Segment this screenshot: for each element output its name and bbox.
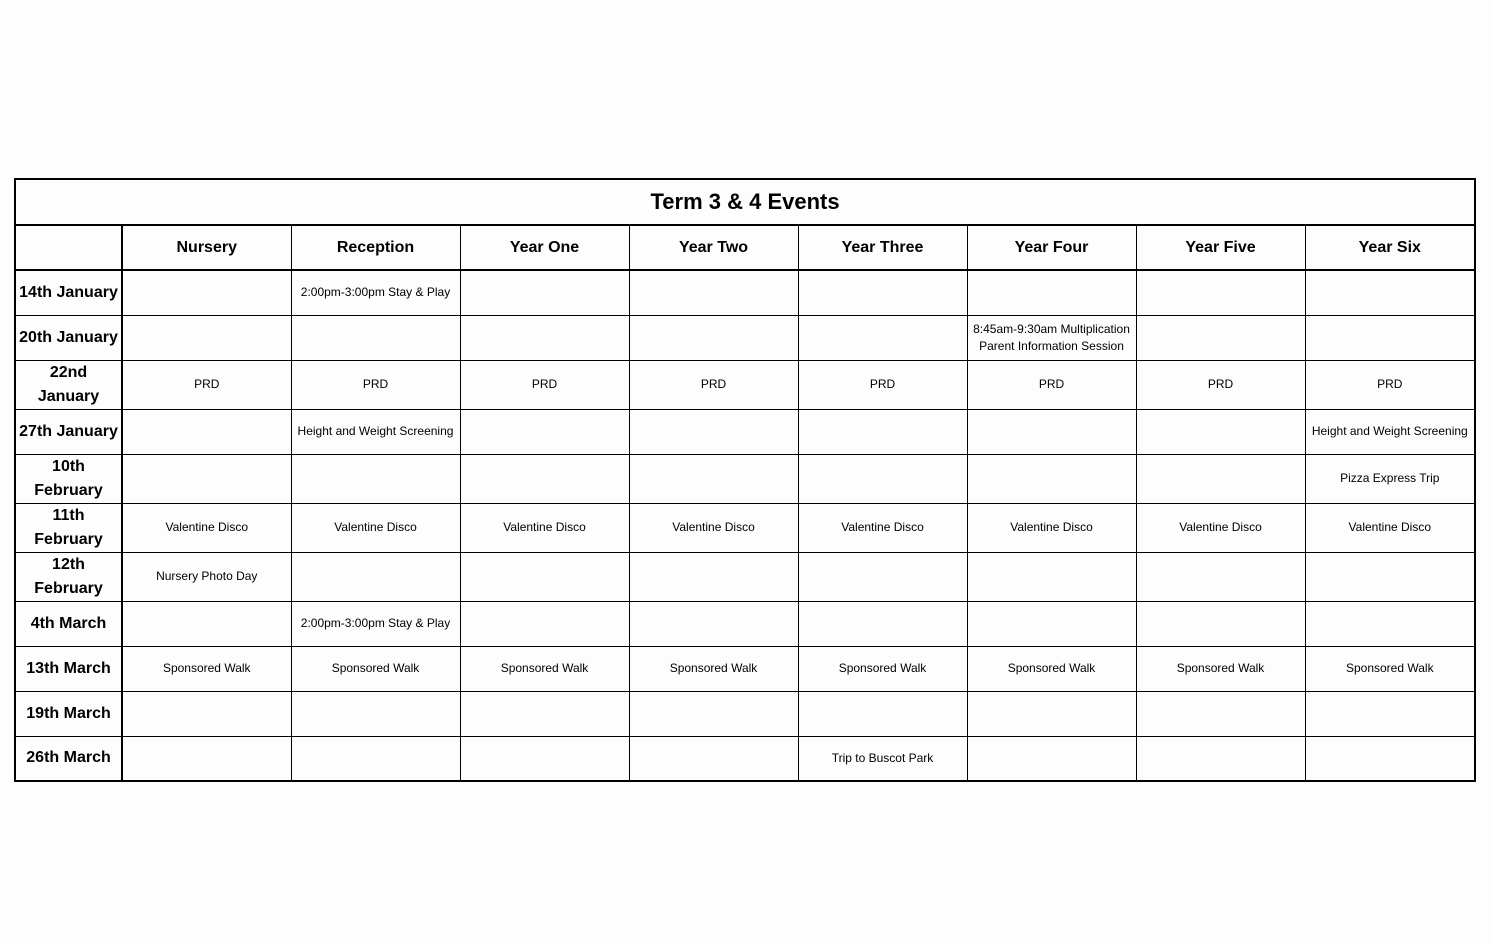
event-cell: PRD <box>798 360 967 409</box>
table-row <box>15 736 1475 781</box>
event-cell <box>798 454 967 503</box>
event-cell: Valentine Disco <box>798 503 967 552</box>
event-cell <box>967 454 1136 503</box>
table-row <box>15 503 1475 552</box>
event-cell <box>1136 270 1305 315</box>
event-cell: Height and Weight Screening <box>291 409 460 454</box>
event-cell <box>967 736 1136 781</box>
event-cell <box>291 315 460 360</box>
event-cell: Valentine Disco <box>122 503 291 552</box>
event-cell <box>629 315 798 360</box>
event-cell: Sponsored Walk <box>967 646 1136 691</box>
event-cell <box>291 691 460 736</box>
event-cell <box>798 601 967 646</box>
event-cell <box>460 409 629 454</box>
event-cell <box>122 736 291 781</box>
event-cell <box>1136 552 1305 601</box>
event-cell: Sponsored Walk <box>1136 646 1305 691</box>
event-cell: PRD <box>967 360 1136 409</box>
event-cell <box>1305 691 1475 736</box>
event-cell: PRD <box>629 360 798 409</box>
event-cell <box>798 315 967 360</box>
table-body <box>15 270 1475 781</box>
event-cell <box>629 736 798 781</box>
event-cell <box>629 601 798 646</box>
row-date: 22nd January <box>15 360 122 409</box>
event-cell <box>122 315 291 360</box>
event-cell <box>629 270 798 315</box>
corner-cell <box>15 225 122 270</box>
column-header: Nursery <box>122 225 291 270</box>
event-cell <box>122 454 291 503</box>
event-cell: Valentine Disco <box>1136 503 1305 552</box>
table-row <box>15 360 1475 409</box>
row-date: 10th February <box>15 454 122 503</box>
event-cell <box>967 552 1136 601</box>
event-cell: Valentine Disco <box>291 503 460 552</box>
column-header: Reception <box>291 225 460 270</box>
event-cell <box>798 409 967 454</box>
row-date: 11th February <box>15 503 122 552</box>
event-cell <box>291 552 460 601</box>
table-title: Term 3 & 4 Events <box>15 179 1475 225</box>
column-header: Year Three <box>798 225 967 270</box>
row-date: 27th January <box>15 409 122 454</box>
row-date: 26th March <box>15 736 122 781</box>
event-cell <box>460 315 629 360</box>
event-cell: 2:00pm-3:00pm Stay & Play <box>291 270 460 315</box>
event-cell <box>967 270 1136 315</box>
event-cell <box>460 691 629 736</box>
event-cell <box>1136 315 1305 360</box>
event-cell: 2:00pm-3:00pm Stay & Play <box>291 601 460 646</box>
column-header: Year Five <box>1136 225 1305 270</box>
event-cell <box>122 691 291 736</box>
event-cell: Pizza Express Trip <box>1305 454 1475 503</box>
column-header-row <box>15 225 1475 270</box>
table-row <box>15 646 1475 691</box>
column-header: Year One <box>460 225 629 270</box>
event-cell <box>460 601 629 646</box>
event-cell <box>122 409 291 454</box>
event-cell: Sponsored Walk <box>798 646 967 691</box>
row-date: 20th January <box>15 315 122 360</box>
event-cell <box>460 270 629 315</box>
event-cell <box>1136 601 1305 646</box>
event-cell <box>967 409 1136 454</box>
event-cell <box>798 691 967 736</box>
event-cell <box>629 409 798 454</box>
event-cell <box>629 552 798 601</box>
event-cell: Sponsored Walk <box>460 646 629 691</box>
event-cell <box>122 601 291 646</box>
event-cell <box>1305 601 1475 646</box>
event-cell: PRD <box>122 360 291 409</box>
event-cell: PRD <box>1305 360 1475 409</box>
event-cell: PRD <box>291 360 460 409</box>
event-cell: Sponsored Walk <box>629 646 798 691</box>
column-header: Year Two <box>629 225 798 270</box>
row-date: 14th January <box>15 270 122 315</box>
event-cell: 8:45am-9:30am Multiplication Parent Information Session <box>967 315 1136 360</box>
event-cell <box>460 736 629 781</box>
event-cell <box>967 691 1136 736</box>
event-cell <box>291 454 460 503</box>
event-cell <box>967 601 1136 646</box>
event-cell <box>460 454 629 503</box>
event-cell <box>1305 552 1475 601</box>
table-row <box>15 315 1475 360</box>
event-cell: Trip to Buscot Park <box>798 736 967 781</box>
event-cell: Valentine Disco <box>1305 503 1475 552</box>
event-cell <box>460 552 629 601</box>
event-cell: Nursery Photo Day <box>122 552 291 601</box>
table-row <box>15 552 1475 601</box>
event-cell: Height and Weight Screening <box>1305 409 1475 454</box>
event-cell <box>1136 691 1305 736</box>
event-cell: PRD <box>1136 360 1305 409</box>
event-cell <box>1305 270 1475 315</box>
table-row <box>15 409 1475 454</box>
event-cell: Sponsored Walk <box>1305 646 1475 691</box>
event-cell <box>122 270 291 315</box>
events-table <box>14 178 1476 782</box>
event-cell: Sponsored Walk <box>122 646 291 691</box>
column-header: Year Six <box>1305 225 1475 270</box>
event-cell <box>1305 315 1475 360</box>
event-cell: Valentine Disco <box>460 503 629 552</box>
event-cell <box>798 270 967 315</box>
event-cell: Valentine Disco <box>967 503 1136 552</box>
row-date: 13th March <box>15 646 122 691</box>
event-cell <box>1136 454 1305 503</box>
event-cell: Valentine Disco <box>629 503 798 552</box>
event-cell: PRD <box>460 360 629 409</box>
table-row <box>15 691 1475 736</box>
event-cell <box>1136 736 1305 781</box>
event-cell <box>1136 409 1305 454</box>
event-cell <box>798 552 967 601</box>
event-cell <box>629 691 798 736</box>
row-date: 4th March <box>15 601 122 646</box>
event-cell: Sponsored Walk <box>291 646 460 691</box>
event-cell <box>1305 736 1475 781</box>
row-date: 12th February <box>15 552 122 601</box>
table-row <box>15 270 1475 315</box>
event-cell <box>629 454 798 503</box>
event-cell <box>291 736 460 781</box>
title-row <box>15 179 1475 225</box>
column-header: Year Four <box>967 225 1136 270</box>
row-date: 19th March <box>15 691 122 736</box>
table-row <box>15 601 1475 646</box>
table-row <box>15 454 1475 503</box>
